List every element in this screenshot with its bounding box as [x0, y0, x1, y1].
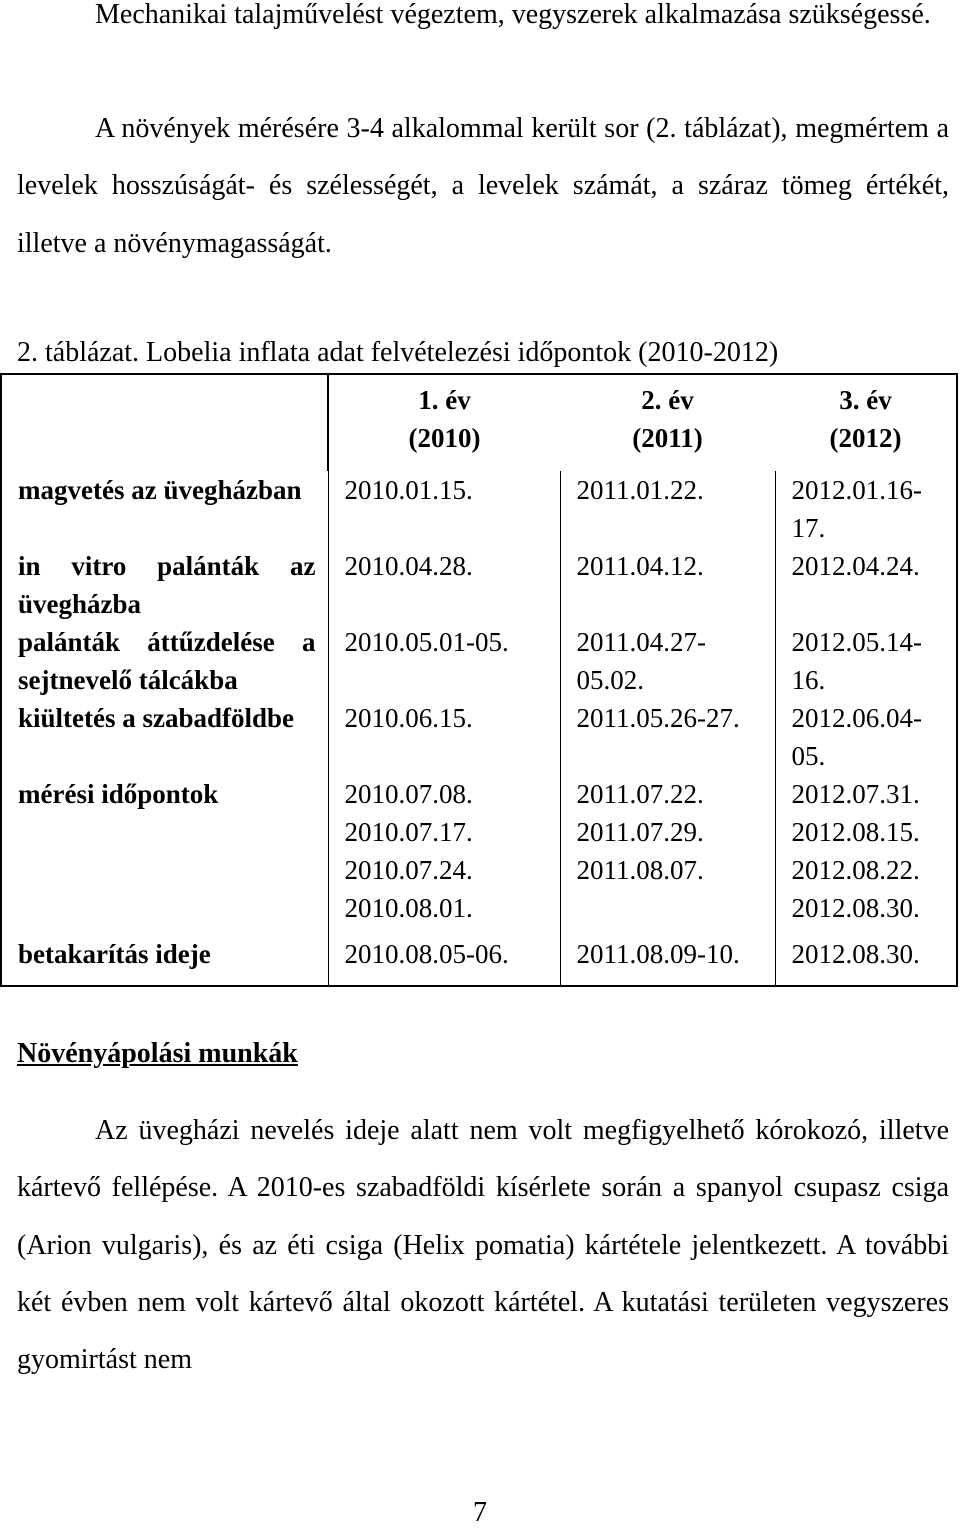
header-year-2-line1: 2. év: [641, 385, 694, 415]
cell: 2011.01.22.: [560, 471, 775, 547]
header-year-2: [560, 374, 775, 471]
cell: 2011.05.26-27.: [560, 699, 775, 775]
cell: 2011.04.12.: [560, 547, 775, 623]
cell: 2010.01.15.: [328, 471, 560, 547]
cell-measure-3: [775, 775, 957, 927]
measure-date: 2010.07.24.: [344, 855, 473, 885]
header-year-3-line2: (2012): [829, 423, 902, 453]
paragraph-3-text: Az üvegházi nevelés ideje alatt nem volt megfigyelhető kórokozó, illetve kártevő fellépése. A 2010-es szabadföldi kísérlete során a spanyol csupasz csiga (Arion vulgaris), és az éti csiga (Helix pomatia) kártétele jelentkezett. A további két évben nem volt kártevő által okozott kártétel. A kutatási területen vegyszeres gyomirtást nem: [17, 1115, 949, 1376]
cell: 2010.04.28.: [328, 547, 560, 623]
table-row: [1, 547, 957, 623]
measure-date: 2012.08.15.: [791, 817, 920, 847]
measure-date: 2010.07.08.: [344, 779, 473, 809]
paragraph-3: [17, 1102, 949, 1388]
measure-date: 2012.07.31.: [791, 779, 920, 809]
header-year-2-line2: (2011): [632, 423, 703, 453]
paragraph-1-text: Mechanikai talajművelést végeztem, vegyszerek alkalmazása szükségessé.: [95, 0, 931, 30]
measure-date: 2011.08.07.: [576, 855, 704, 885]
header-year-1-line1: 1. év: [418, 385, 471, 415]
table-caption: 2. táblázat. Lobelia inflata adat felvételezési időpontok (2010-2012): [17, 337, 779, 368]
cell-measure-2: [560, 775, 775, 927]
row-label-transplanting: palánták áttűzdelése a sejtnevelő tálcákba: [1, 623, 328, 699]
row-label-planting-out: kiültetés a szabadföldbe: [1, 699, 328, 775]
measure-date: 2011.07.29.: [576, 817, 704, 847]
measure-date: 2010.08.01.: [344, 893, 473, 923]
table-row: [1, 775, 957, 927]
cell: 2012.08.30.: [775, 927, 957, 986]
cell: 2010.06.15.: [328, 699, 560, 775]
cell: 2011.04.27-05.02.: [560, 623, 775, 699]
cell: 2012.06.04-05.: [775, 699, 957, 775]
header-year-3-line1: 3. év: [839, 385, 892, 415]
page-number: 7: [473, 1497, 487, 1528]
data-table: [0, 373, 958, 987]
measure-date: 2012.08.22.: [791, 855, 920, 885]
cell: 2010.08.05-06.: [328, 927, 560, 986]
measure-date: 2010.07.17.: [344, 817, 473, 847]
paragraph-1: [17, 0, 949, 43]
row-label-harvest: betakarítás ideje: [1, 927, 328, 986]
cell: 2011.08.09-10.: [560, 927, 775, 986]
header-year-3: [775, 374, 957, 471]
row-label-invitro: in vitro palánták az üvegházba: [1, 547, 328, 623]
paragraph-2-text: A növények mérésére 3-4 alkalommal került sor (2. táblázat), megmértem a levelek hosszúságát- és szélességét, a levelek számát, a száraz tömeg értékét, illetve a növénymagasságát.: [17, 113, 949, 259]
table-row: [1, 471, 957, 547]
table-row: [1, 699, 957, 775]
table-row: [1, 927, 957, 986]
measure-date: 2011.07.22.: [576, 779, 704, 809]
section-heading: Növényápolási munkák: [17, 1038, 298, 1069]
paragraph-2: [17, 100, 949, 272]
cell: 2012.05.14-16.: [775, 623, 957, 699]
table-row: [1, 623, 957, 699]
header-year-1-line2: (2010): [408, 423, 481, 453]
table-header-row: [1, 374, 957, 471]
measure-date: 2012.08.30.: [791, 893, 920, 923]
cell: 2012.04.24.: [775, 547, 957, 623]
cell: 2010.05.01-05.: [328, 623, 560, 699]
cell-measure-1: [328, 775, 560, 927]
header-empty-cell: [1, 374, 328, 471]
cell: 2012.01.16-17.: [775, 471, 957, 547]
row-label-seeding: magvetés az üvegházban: [1, 471, 328, 547]
row-label-measurements: mérési időpontok: [1, 775, 328, 927]
header-year-1: [328, 374, 560, 471]
